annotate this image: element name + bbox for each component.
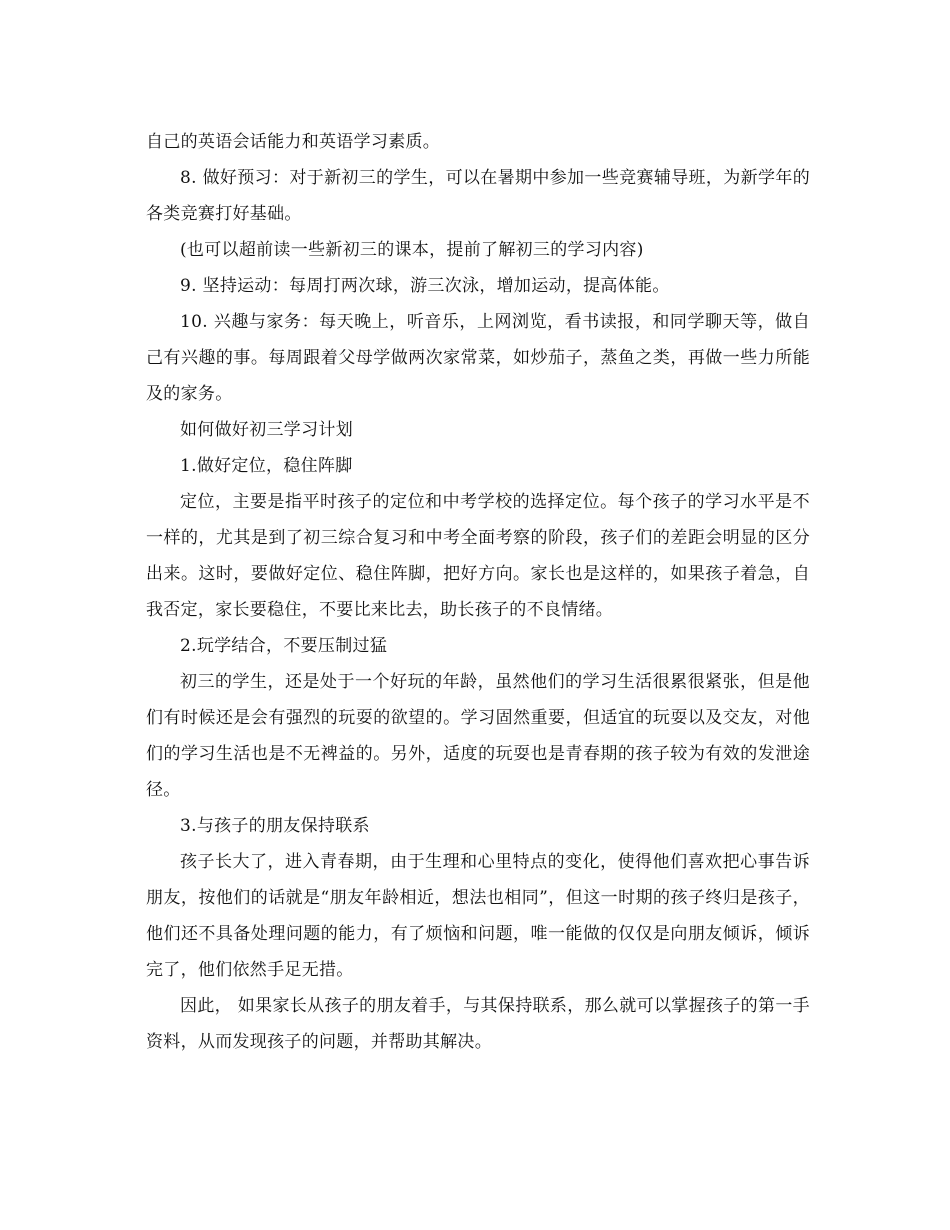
subheading-3: 3.与孩子的朋友保持联系 <box>180 816 370 836</box>
paragraph-friends: 孩子长大了，进入青春期，由于生理和心里特点的变化，使得他们喜欢把心事告诉朋友，按他们的话就是“朋友年龄相近，想法也相同”，但这一时期的孩子终归是孩子，他们还不具备处理问题的能力，有了烦恼和问题，唯一能做的仅仅是向朋友倾诉，倾诉完了，他们依然手足无措。 <box>146 852 810 980</box>
section-heading: 如何做好初三学习计划 <box>180 420 353 440</box>
subheading-1: 1.做好定位，稳住阵脚 <box>180 456 353 476</box>
paragraph-item-9: 9. 坚持运动：每周打两次球，游三次泳，增加运动，提高体能。 <box>180 276 670 296</box>
paragraph-positioning: 定位，主要是指平时孩子的定位和中考学校的选择定位。每个孩子的学习水平是不一样的，尤其是到了初三综合复习和中考全面考察的阶段，孩子们的差距会明显的区分出来。这时，要做好定位、稳住阵脚，把好方向。家长也是这样的，如果孩子着急，自我否定，家长要稳住，不要比来比去，助长孩子的不良情绪。 <box>146 492 810 620</box>
paragraph-note: (也可以超前读一些新初三的课本，提前了解初三的学习内容) <box>180 240 644 260</box>
subheading-2: 2.玩学结合，不要压制过猛 <box>180 636 388 656</box>
paragraph-conclusion: 因此， 如果家长从孩子的朋友着手，与其保持联系，那么就可以掌握孩子的第一手资料，从而发现孩子的问题，并帮助其解决。 <box>146 996 810 1052</box>
paragraph-play-study: 初三的学生，还是处于一个好玩的年龄，虽然他们的学习生活很累很紧张，但是他们有时候还是会有强烈的玩耍的欲望的。学习固然重要，但适宜的玩耍以及交友，对他们的学习生活也是不无裨益的。另外，适度的玩耍也是青春期的孩子较为有效的发泄途径。 <box>146 672 810 800</box>
paragraph-item-10: 10. 兴趣与家务：每天晚上，听音乐，上网浏览，看书读报，和同学聊天等，做自己有兴趣的事。每周跟着父母学做两次家常菜，如炒茄子，蒸鱼之类，再做一些力所能及的家务。 <box>146 312 810 404</box>
paragraph-item-8: 8. 做好预习：对于新初三的学生，可以在暑期中参加一些竞赛辅导班，为新学年的各类竞赛打好基础。 <box>146 168 810 224</box>
document-body <box>146 124 810 1060</box>
paragraph-english-summary: 自己的英语会话能力和英语学习素质。 <box>146 132 441 152</box>
